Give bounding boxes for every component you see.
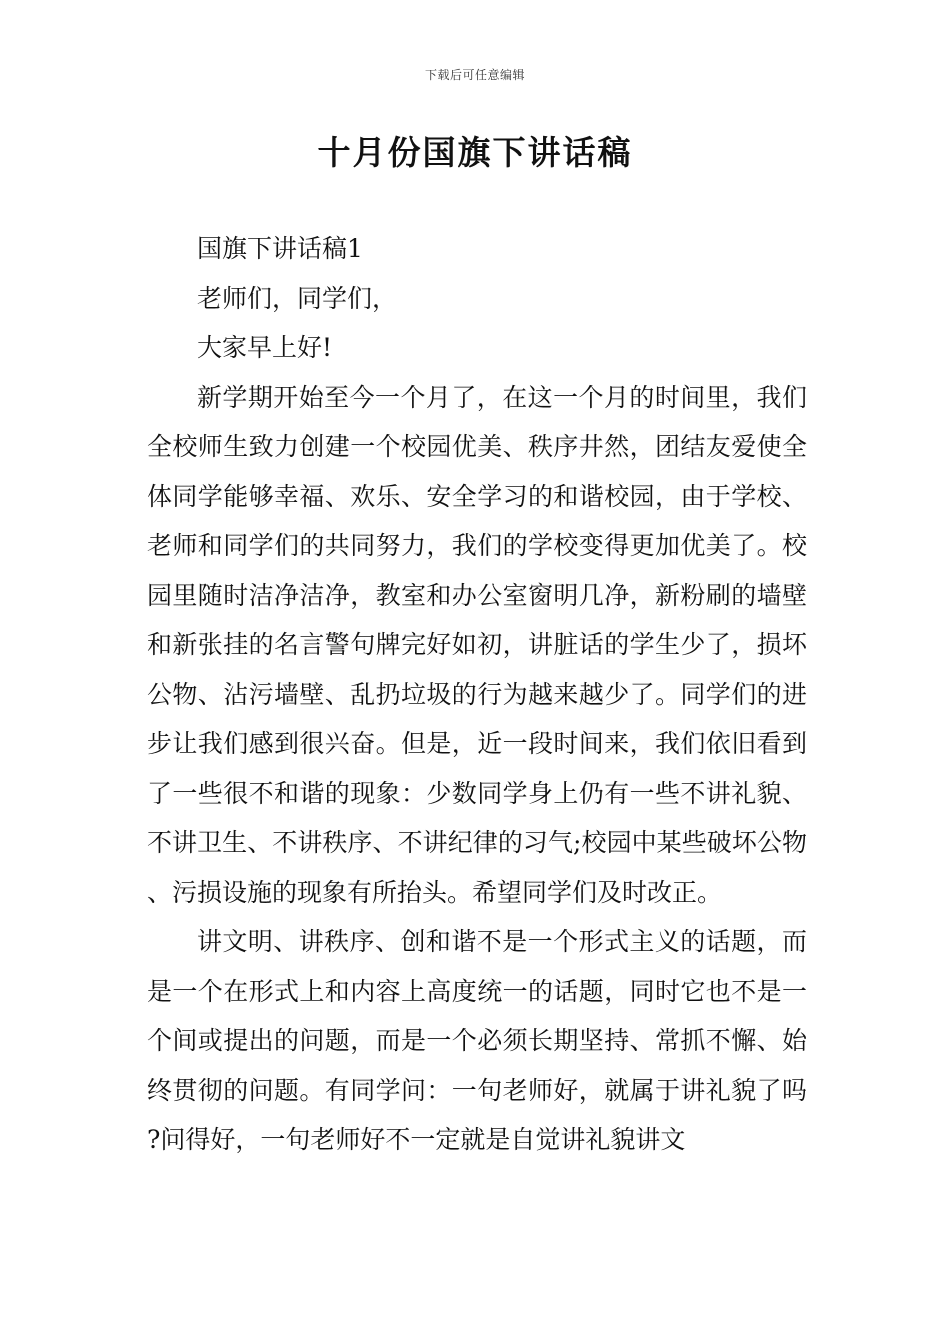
paragraph-body-2: 讲文明、讲秩序、创和谐不是一个形式主义的话题，而是一个在形式上和内容上高度统一的话题，同时它也不是一个间或提出的问题，而是一个必须长期坚持、常抓不懈、始终贯彻的问题。有同学问：一句老师好，就属于讲礼貌了吗?问得好，一句老师好不一定就是自觉讲礼貌讲文 (147, 927, 807, 1154)
header-note: 下载后可任意编辑 (424, 68, 525, 82)
paragraph-body-1: 新学期开始至今一个月了，在这一个月的时间里，我们全校师生致力创建一个校园优美、秩序井然，团结友爱使全体同学能够幸福、欢乐、安全学习的和谐校园，由于学校、老师和同学们的共同努力，我们的学校变得更加优美了。校园里随时洁净洁净，教室和办公室窗明几净，新粉刷的墙壁和新张挂的名言警句牌完好如初，讲脏话的学生少了，损坏公物、沾污墙壁、乱扔垃圾的行为越来越少了。同学们的进步让我们感到很兴奋。但是，近一段时间来，我们依旧看到了一些很不和谐的现象：少数同学身上仍有一些不讲礼貌、不讲卫生、不讲秩序、不讲纪律的习气;校园中某些破坏公物、污损设施的现象有所抬头。希望同学们及时改正。 (147, 382, 807, 907)
document-title: 十月份国旗下讲话稿 (317, 133, 633, 172)
paragraph-speech-heading: 国旗下讲话稿1 (197, 234, 363, 263)
document-body (147, 224, 807, 1165)
paragraph-greeting-morning: 大家早上好! (197, 333, 333, 362)
paragraph-greeting-teachers: 老师们，同学们， (197, 283, 398, 313)
